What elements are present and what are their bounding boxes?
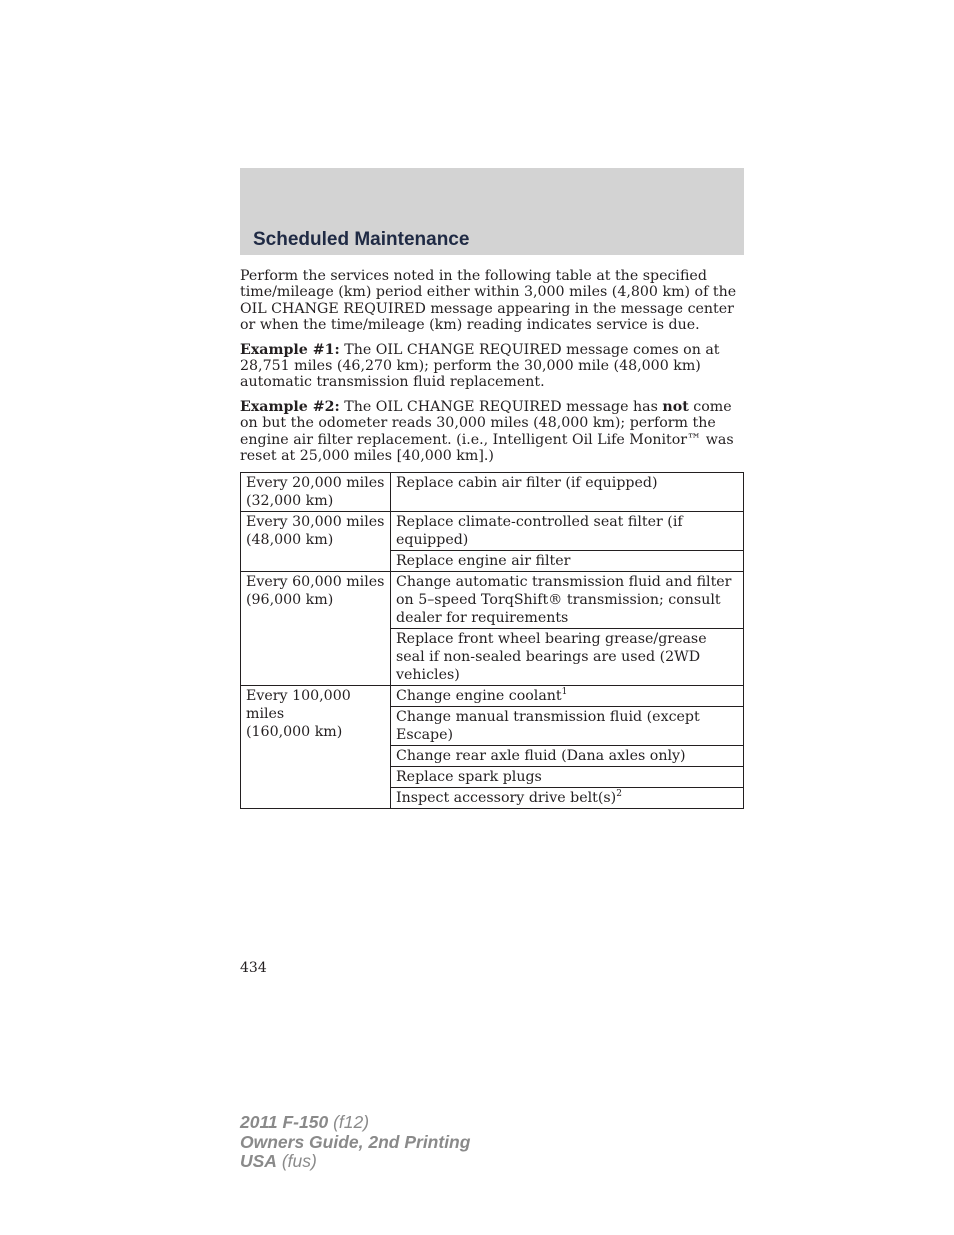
service-cell: Change rear axle fluid (Dana axles only)	[391, 746, 744, 767]
service-cell: Change automatic transmission fluid and filter on 5–speed TorqShift® transmission; consult dealer for requirements	[391, 572, 744, 629]
page-number: 434	[240, 960, 267, 976]
document-footer	[240, 1113, 470, 1172]
section-header-band	[240, 168, 744, 255]
service-text: Inspect accessory drive belt(s)	[396, 790, 617, 807]
table-row	[241, 512, 744, 551]
section-title: Scheduled Maintenance	[253, 229, 470, 250]
service-cell	[391, 788, 744, 809]
footer-model: 2011 F-150	[240, 1112, 329, 1132]
example-1-paragraph	[240, 342, 744, 391]
service-cell: Replace front wheel bearing grease/grease seal if non-sealed bearings are used (2WD vehicles)	[391, 629, 744, 686]
main-content	[240, 268, 744, 809]
example-2-text-b: come on but the odometer reads 30,000 miles (48,000 km); perform the engine air filter replacement. (i.e., Intelligent Oil Life Monitor™ was reset at 25,000 miles [40,000 km].)	[240, 398, 734, 465]
footer-line-model	[240, 1113, 470, 1133]
service-cell: Change manual transmission fluid (except Escape)	[391, 707, 744, 746]
footnote-marker: 1	[561, 686, 568, 697]
interval-km: (160,000 km)	[246, 724, 343, 741]
interval-cell: Every 60,000 miles (96,000 km)	[241, 572, 391, 686]
service-text: Change engine coolant	[396, 688, 562, 705]
footer-model-code: (f12)	[328, 1112, 370, 1132]
service-cell: Replace climate-controlled seat filter (if equipped)	[391, 512, 744, 551]
service-cell	[391, 686, 744, 707]
interval-miles: Every 100,000 miles	[246, 688, 351, 723]
maintenance-schedule-table	[240, 472, 744, 809]
footnote-marker: 2	[616, 788, 622, 799]
service-cell: Replace cabin air filter (if equipped)	[391, 473, 744, 512]
table-row	[241, 686, 744, 707]
table-row	[241, 473, 744, 512]
interval-cell	[241, 686, 391, 809]
example-2-emphasis: not	[662, 398, 689, 415]
example-1-text: The OIL CHANGE REQUIRED message comes on at 28,751 miles (46,270 km); perform the 30,000 mile (48,000 km) automatic transmission fluid replacement.	[240, 341, 720, 391]
table-row	[241, 572, 744, 629]
service-cell: Replace spark plugs	[391, 767, 744, 788]
example-2-paragraph	[240, 399, 744, 465]
interval-cell: Every 20,000 miles (32,000 km)	[241, 473, 391, 512]
interval-cell: Every 30,000 miles (48,000 km)	[241, 512, 391, 572]
footer-market-code: (fus)	[276, 1151, 317, 1171]
intro-paragraph: Perform the services noted in the following table at the specified time/mileage (km) period either within 3,000 miles (4,800 km) of the OIL CHANGE REQUIRED message appearing in the message center or when the time/mileage (km) reading indicates service is due.	[240, 268, 737, 334]
footer-line-market	[240, 1152, 470, 1172]
service-cell: Replace engine air filter	[391, 551, 744, 572]
example-2-text-a: The OIL CHANGE REQUIRED message has	[339, 398, 663, 415]
example-1-label: Example #1:	[240, 341, 340, 358]
footer-edition: Owners Guide, 2nd Printing	[240, 1131, 471, 1152]
example-2-label: Example #2:	[240, 398, 340, 415]
footer-market: USA	[240, 1151, 277, 1171]
